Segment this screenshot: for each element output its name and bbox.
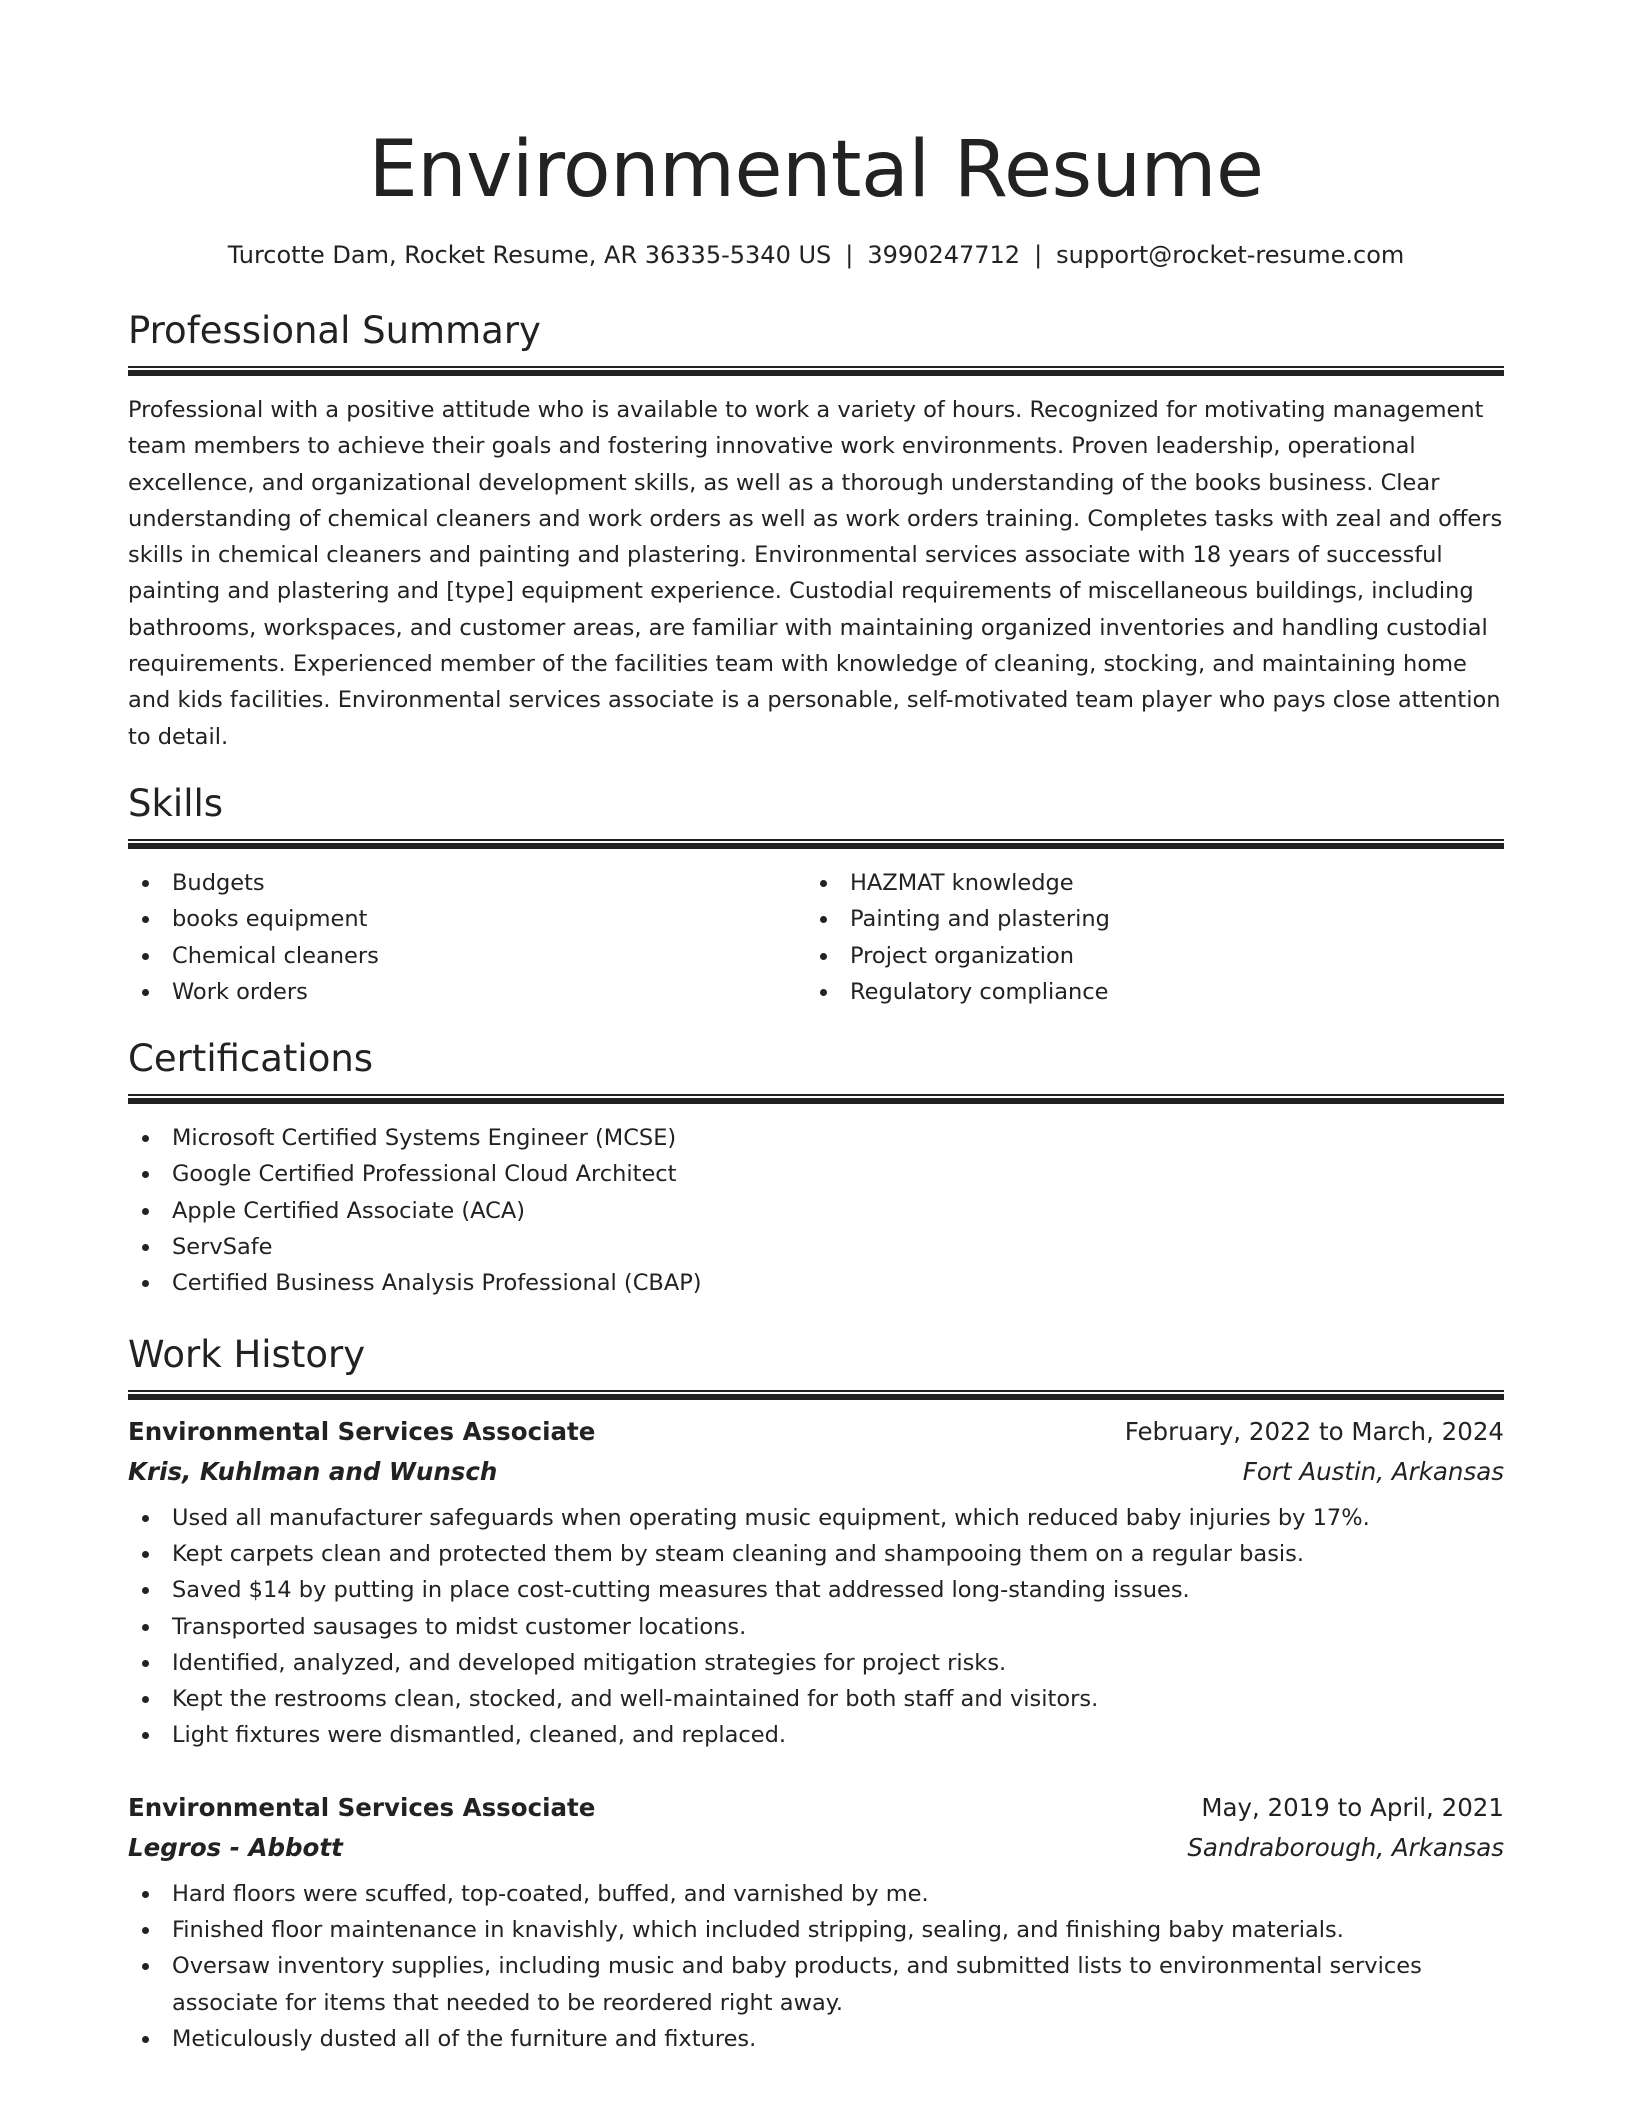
- job-company: Kris, Kuhlman and Wunsch: [128, 1456, 498, 1486]
- job-company-row: [128, 1452, 1504, 1492]
- work-history-section: [128, 1332, 1504, 2058]
- contact-line: [128, 238, 1504, 272]
- skill-item: HAZMAT knowledge: [806, 865, 1484, 901]
- section-divider: [128, 366, 1504, 376]
- job-duty: Saved $14 by putting in place cost-cutting measures that addressed long-standing issues.: [128, 1572, 1504, 1608]
- job-duty: Used all manufacturer safeguards when operating music equipment, which reduced baby injuries by 17%.: [128, 1500, 1504, 1536]
- resume-page: [128, 120, 1504, 2091]
- work-history-heading: Work History: [128, 1332, 366, 1376]
- job-title: Environmental Services Associate: [128, 1792, 596, 1822]
- job-duties-list: [128, 1876, 1504, 2057]
- job-header-row: [128, 1788, 1504, 1828]
- job-dates: May, 2019 to April, 2021: [1201, 1792, 1504, 1822]
- job-duty: Identified, analyzed, and developed mitigation strategies for project risks.: [128, 1645, 1504, 1681]
- job-location: Fort Austin, Arkansas: [1242, 1456, 1504, 1486]
- summary-heading: Professional Summary: [128, 309, 541, 352]
- contact-email: support@rocket-resume.com: [1056, 241, 1405, 269]
- job-duty: Transported sausages to midst customer locations.: [128, 1609, 1504, 1645]
- skills-section: [128, 781, 1504, 1010]
- summary-section: [128, 308, 1504, 755]
- section-divider: [128, 839, 1504, 849]
- job-duty: Kept carpets clean and protected them by steam cleaning and shampooing them on a regular basis.: [128, 1536, 1504, 1572]
- job-company-row: [128, 1828, 1504, 1868]
- certification-item: Apple Certified Associate (ACA): [128, 1193, 1504, 1229]
- certification-item: Google Certified Professional Cloud Architect: [128, 1156, 1504, 1192]
- job-entry: [128, 1412, 1504, 1754]
- job-duty: Meticulously dusted all of the furniture and fixtures.: [128, 2021, 1504, 2057]
- job-duty: Kept the restrooms clean, stocked, and well-maintained for both staff and visitors.: [128, 1681, 1504, 1717]
- certifications-section: [128, 1036, 1504, 1301]
- skills-heading: Skills: [128, 781, 224, 825]
- job-dates: February, 2022 to March, 2024: [1124, 1416, 1504, 1446]
- certification-item: ServSafe: [128, 1229, 1504, 1265]
- job-header-row: [128, 1412, 1504, 1452]
- job-duty: Light fixtures were dismantled, cleaned, and replaced.: [128, 1717, 1504, 1753]
- certification-item: Certified Business Analysis Professional (CBAP): [128, 1265, 1504, 1301]
- skill-item: Painting and plastering: [806, 901, 1484, 937]
- contact-phone: 3990247712: [867, 241, 1021, 269]
- contact-address: Turcotte Dam, Rocket Resume, AR 36335-5340 US: [227, 241, 832, 269]
- contact-separator: |: [845, 241, 854, 269]
- skill-item: Project organization: [806, 938, 1484, 974]
- section-divider: [128, 1390, 1504, 1400]
- job-duty: Finished floor maintenance in knavishly, which included stripping, sealing, and finishing baby materials.: [128, 1912, 1504, 1948]
- skill-item: books equipment: [128, 901, 806, 937]
- skills-list-left: [128, 865, 806, 1010]
- skills-list-right: [806, 865, 1484, 1010]
- resume-name: Environmental Resume: [368, 125, 1264, 215]
- job-company: Legros - Abbott: [128, 1832, 343, 1862]
- skill-item: Budgets: [128, 865, 806, 901]
- job-location: Sandraborough, Arkansas: [1187, 1832, 1504, 1862]
- certifications-heading: Certifications: [128, 1037, 374, 1081]
- section-divider: [128, 1094, 1504, 1104]
- job-duties-list: [128, 1500, 1504, 1754]
- job-duty: Oversaw inventory supplies, including music and baby products, and submitted lists to environmental services associate for items that needed to be reordered right away.: [128, 1948, 1504, 2021]
- skill-item: Regulatory compliance: [806, 974, 1484, 1010]
- summary-text: Professional with a positive attitude who is available to work a variety of hours. Recognized for motivating management team members to achieve their goals and fostering innovative work environments. Proven leadership, operational excellence, and organizational development skills, as well as a thorough understanding of the books business. Clear understanding of chemical cleaners and work orders as well as work orders training. Completes tasks with zeal and offers skills in chemical cleaners and painting and plastering. Environmental services associate with 18 years of successful painting and plastering and [type] equipment experience. Custodial requirements of miscellaneous buildings, including bathrooms, workspaces, and customer areas, are familiar with maintaining organized inventories and handling custodial requirements. Experienced member of the facilities team with knowledge of cleaning, stocking, and maintaining home and kids facilities. Environmental services associate is a personable, self-motivated team player who pays close attention to detail.: [128, 397, 1503, 750]
- skill-item: Work orders: [128, 974, 806, 1010]
- certification-item: Microsoft Certified Systems Engineer (MCSE): [128, 1120, 1504, 1156]
- skill-item: Chemical cleaners: [128, 938, 806, 974]
- contact-separator: |: [1034, 241, 1043, 269]
- job-title: Environmental Services Associate: [128, 1416, 596, 1446]
- job-duty: Hard floors were scuffed, top-coated, buffed, and varnished by me.: [128, 1876, 1504, 1912]
- job-entry: [128, 1788, 1504, 2057]
- certifications-list: [128, 1120, 1504, 1301]
- skills-grid: [128, 865, 1504, 1010]
